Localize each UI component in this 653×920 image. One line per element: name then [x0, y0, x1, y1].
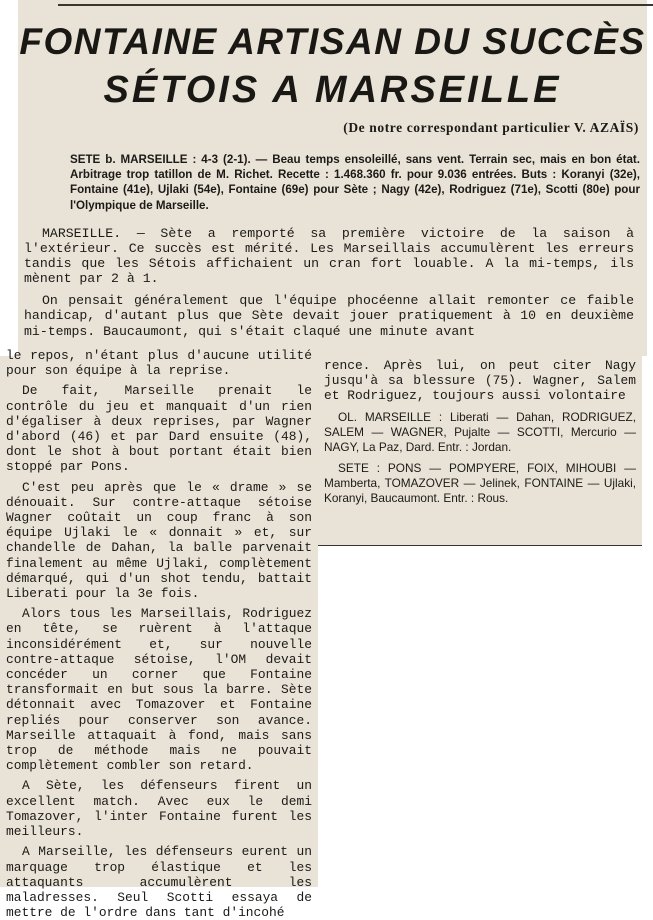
right-column-clipping — [318, 356, 642, 546]
paragraph: A Marseille, les défenseurs eurent un marquage trop élastique et les attaquants accumulèrent les maladresses. Seul Scotti essaya de mettre de l'ordre dans tant d'incohé — [6, 844, 312, 920]
paragraph: MARSEILLE. — Sète a remporté sa première victoire de la saison à l'extérieur. Ce succès est mérité. Les Marseillais accumulèrent les erreurs tandis que les Sétois affichaient un cran fort louable. A la mi-temps, ils mènent par 2 à 1. — [24, 226, 634, 287]
article-header-clipping — [18, 0, 647, 356]
column-end-rule — [318, 545, 642, 546]
top-rule — [58, 4, 653, 6]
headline-line-1: FONTAINE ARTISAN DU SUCCÈS — [19, 21, 646, 62]
headline-line-2: SÉTOIS A MARSEILLE — [103, 69, 562, 111]
paragraph: On pensait généralement que l'équipe phocéenne allait remonter ce faible handicap, d'autant plus que Sète devait jouer pratiquement à 10 en deuxième mi-temps. Baucaumont, qui s'était claqué une minute avant — [24, 293, 634, 339]
match-summary: SETE b. MARSEILLE : 4-3 (2-1). — Beau temps ensoleillé, sans vent. Terrain sec, mais en bon état. Arbitrage trop tatillon de M. Richet. Recette : 1.468.360 fr. pour 9.036 entrées. Buts : Koranyi (32e), Fontaine (41e), Ujlaki (54e), Fontaine (69e) pour Sète ; Nagy (42e), Rodriguez (71e), Scotti (80e) pour l'Olympique de Marseille. — [70, 153, 640, 212]
right-column-text — [324, 358, 636, 506]
lineup-sete: SETE : PONS — POMPYERE, FOIX, MIHOUBI — Mamberta, TOMAZOVER — Jelinek, FONTAINE — Ujlaki, Koranyi, Baucaumont. Entr. : Rous. — [324, 460, 636, 505]
paragraph: rence. Après lui, on peut citer Nagy jusqu'à sa blessure (75). Wagner, Salem et Rodriguez, toujours aussi volontaire — [324, 358, 636, 404]
article-intro — [24, 226, 634, 339]
byline: (De notre correspondant particulier V. AZAÏS) — [343, 120, 639, 135]
lineup-marseille: OL. MARSEILLE : Liberati — Dahan, RODRIGUEZ, SALEM — WAGNER, Pujalte — SCOTTI, Mercurio — NAGY, La Paz, Dard. Entr. : Jordan. — [324, 409, 636, 454]
team-lineups — [324, 410, 636, 506]
paragraph: le repos, n'étant plus d'aucune utilité pour son équipe à la reprise. — [6, 348, 312, 379]
left-column-clipping — [0, 348, 318, 920]
left-column-text — [6, 348, 312, 920]
paragraph: A Sète, les défenseurs firent un excellent match. Avec eux le demi Tomazover, l'inter Fontaine furent les meilleurs. — [6, 778, 312, 840]
paragraph: Alors tous les Marseillais, Rodriguez en tête, se ruèrent à l'attaque inconsidérément et, sur nouvelle contre-attaque sétoise, l'OM devait concéder un corner que Fontaine transformait en but sous la barre. Sète détonnait avec Tomazover et Fontaine repliés pour conserver son avance. Marseille attaquait à fond, mais sans trop de méthode mais ne pouvait complètement combler son retard. — [6, 606, 312, 774]
paragraph: De fait, Marseille prenait le contrôle du jeu et manquait d'un rien d'égaliser à deux reprises, par Wagner d'abord (46) et par Dard ensuite (48), dont le shot à bout portant était bien stoppé par Pons. — [6, 383, 312, 475]
paragraph: C'est peu après que le « drame » se dénouait. Sur contre-attaque sétoise Wagner coûtait un coup franc à son équipe Ujlaki le « donnait » et, sur chandelle de Dahan, la balle parvenait finalement au même Ujlaki, complètement démarqué, qui d'un shot tendu, battait Liberati pour la 3e fois. — [6, 479, 312, 602]
